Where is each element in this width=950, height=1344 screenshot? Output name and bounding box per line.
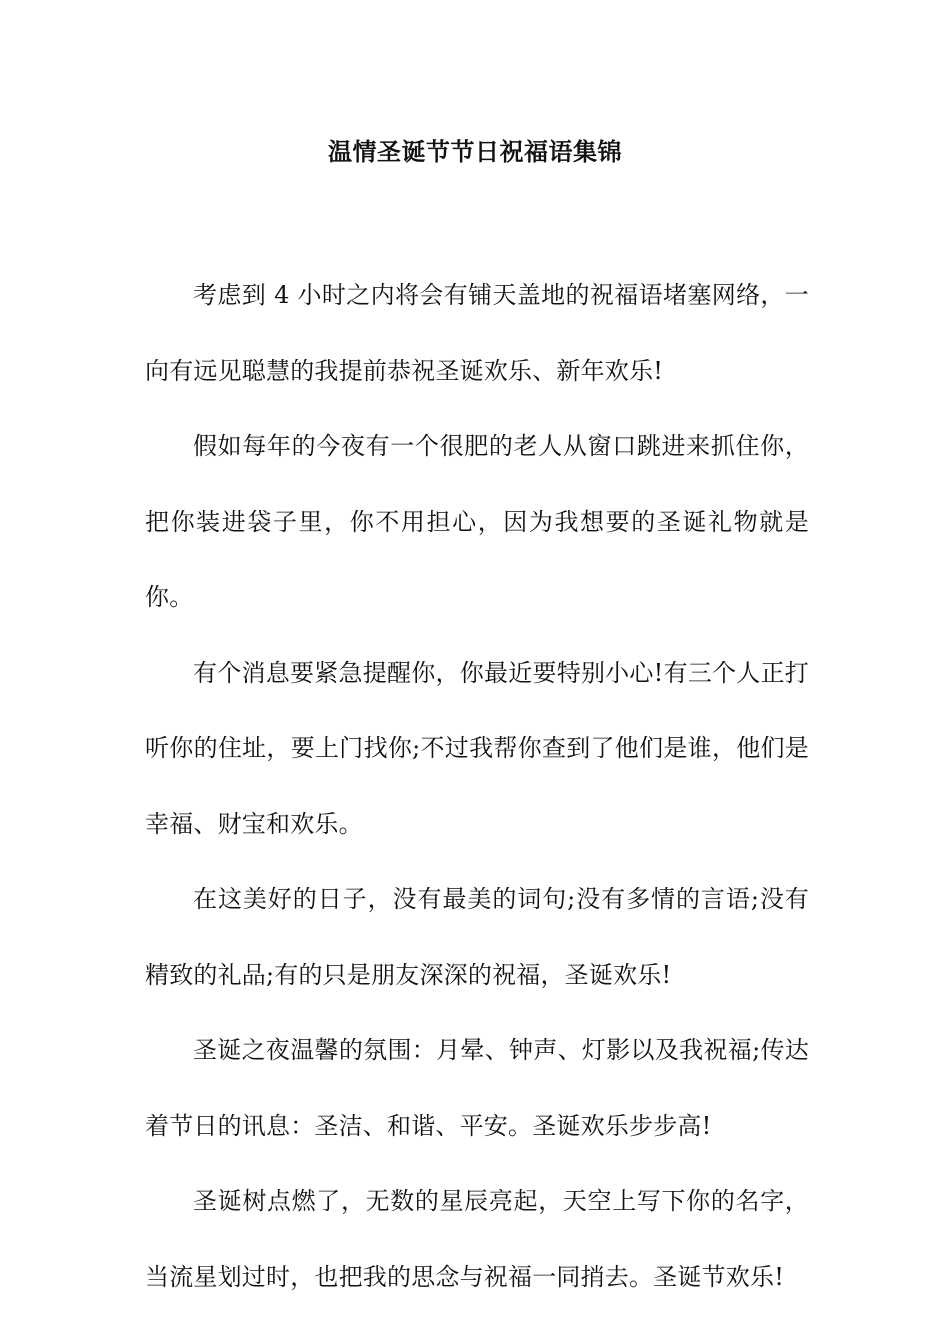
paragraph-6: 圣诞树点燃了，无数的星辰亮起，天空上写下你的名字，当流星划过时，也把我的思念与祝福一同捎去。圣诞节欢乐! [145, 1187, 809, 1291]
paragraph-1: 考虑到 4 小时之内将会有铺天盖地的祝福语堵塞网络，一向有远见聪慧的我提前恭祝圣诞欢乐、新年欢乐! [145, 281, 809, 385]
paragraph-2: 假如每年的今夜有一个很肥的老人从窗口跳进来抓住你，把你装进袋子里，你不用担心，因为我想要的圣诞礼物就是你。 [145, 432, 809, 611]
document-title: 温情圣诞节节日祝福语集锦 [328, 137, 622, 166]
paragraph-3: 有个消息要紧急提醒你，你最近要特别小心!有三个人正打听你的住址，要上门找你;不过我帮你查到了他们是谁，他们是幸福、财宝和欢乐。 [145, 658, 809, 838]
document-body [145, 258, 809, 1315]
paragraph-4: 在这美好的日子，没有最美的词句;没有多情的言语;没有精致的礼品;有的只是朋友深深的祝福，圣诞欢乐! [145, 885, 809, 989]
paragraph-5: 圣诞之夜温馨的氛围：月晕、钟声、灯影以及我祝福;传达着节日的讯息：圣洁、和谐、平安。圣诞欢乐步步高! [145, 1036, 809, 1140]
